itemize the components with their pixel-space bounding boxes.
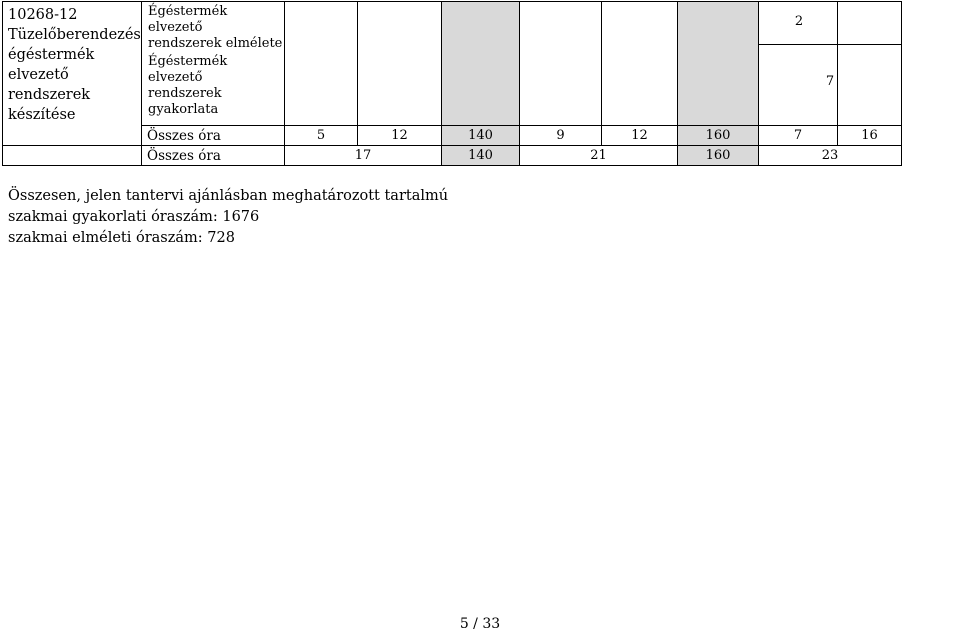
combined-total-value: 23 [759,146,902,166]
hours-cell [285,2,358,126]
combined-total-value: 17 [285,146,442,166]
subject-name-line: gyakorlata [148,102,219,117]
module-name-line: elvezető [8,67,69,83]
hours-cell [358,2,442,126]
module-title-cell [3,2,142,146]
total-hours-value: 9 [520,126,602,146]
combined-total-value: 160 [678,146,759,166]
subject-theory-hours: 2 [794,14,804,29]
total-hours-value: 160 [678,126,759,146]
combined-total-value: 140 [442,146,520,166]
subject-name-line: Égéstermék elvezető [148,4,228,35]
module-name-line: rendszerek [8,87,91,103]
module-name-line: készítése [8,107,76,123]
practical-hours-line: szakmai gyakorlati óraszám: 1676 [8,209,260,225]
page-number: 5 / 33 [459,616,501,632]
subject-practice-hours: 7 [825,74,835,89]
subject-name-line: Égéstermék elvezető [148,54,228,85]
module-code: 10268-12 [8,7,78,23]
hours-cell [520,2,602,126]
hours-summary [8,186,448,249]
module-name-line: égéstermék [8,47,95,63]
total-hours-value: 12 [358,126,442,146]
total-hours-value: 12 [602,126,678,146]
subject-name-line: rendszerek elmélete [148,36,283,51]
empty-cell [3,146,142,166]
combined-total-label: Összes óra [142,146,285,166]
subject-practice-name [148,54,284,118]
combined-total-value: 21 [520,146,678,166]
hours-cell-shaded [678,2,759,126]
total-hours-value: 140 [442,126,520,146]
hours-cell [759,2,838,126]
hours-cell [825,2,902,126]
hours-cell [602,2,678,126]
total-hours-value: 16 [838,126,902,146]
hours-cell-shaded [442,2,520,126]
subject-names-cell [142,2,285,126]
subject-theory-name [148,4,284,54]
total-hours-value: 5 [285,126,358,146]
summary-line: Összesen, jelen tantervi ajánlásban meghatározott tartalmú [8,188,449,204]
theory-hours-line: szakmai elméleti óraszám: 728 [8,230,235,246]
total-hours-label: Összes óra [142,126,285,146]
subject-name-line: rendszerek [148,86,222,101]
module-name-line: Tüzelőberendezés [8,27,141,43]
curriculum-table [2,1,902,166]
total-hours-value: 7 [759,126,838,146]
